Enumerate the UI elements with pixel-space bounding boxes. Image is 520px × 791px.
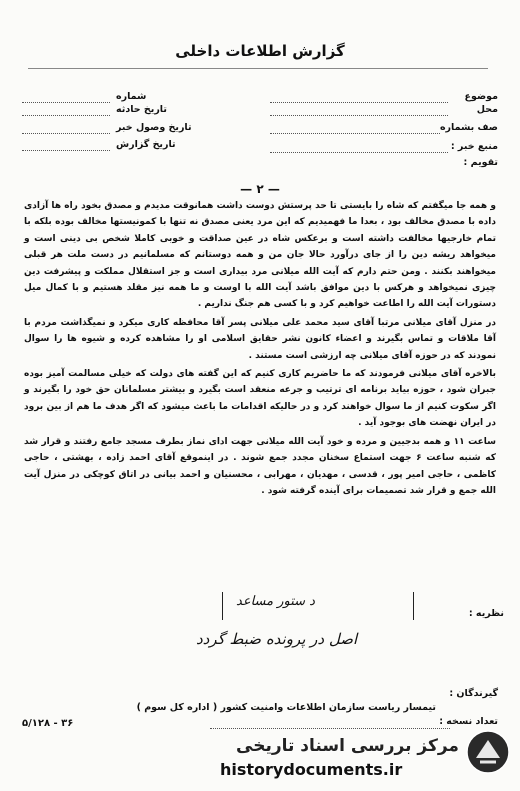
recipients-value: تیمسار ریاست سازمان اطلاعات وامنیت کشور ( اداره کل سوم ) <box>136 702 436 713</box>
body-paragraph: در منزل آقای میلانی مرتبا آقای سید محمد علی میلانی پسر آقا محافظه کاری میکرد و نمیگذاشت مردم با آقا ملاقات و تماس بگیرند و اعضاء کانون نشر حقایق اسلامی او را مشاهده کرده و شیوه ها را سوال نمودند که در حوزه آقای میلانی چه ارزشی است مستند . <box>24 317 496 361</box>
header-label-report-date: تاریخ گزارش <box>116 139 176 150</box>
header-label-place: محل <box>476 104 498 115</box>
document-number: ۵/۱۲۸ - ۳۶ <box>22 718 74 729</box>
header-label-subject: موضوع <box>464 91 498 102</box>
header-dotline <box>270 151 448 153</box>
watermark-title: مرکز بررسی اسناد تاریخی <box>236 736 459 756</box>
header-dotline <box>270 114 448 116</box>
header-label-row-number: صف بشماره <box>439 122 498 133</box>
document-title: گزارش اطلاعات داخلی <box>175 42 345 60</box>
header-dotline <box>22 114 110 116</box>
page-number-separator: — ۲ — <box>240 182 280 196</box>
header-dotline <box>270 132 440 134</box>
body-paragraph: و همه جا میگفتم که شاه را بایستی تا حد پرستش دوست داشت همانوقت مدیدم و مصدق بخود راه ها آزادی داده با مصدق مخالف بود ، بعدا ما فهمیدیم که این مرد یعنی مصدق نه تنها با کمونیستها مخالف بوده بلکه با تمام خارجیها مخالفت داشته است و برعکس شاه در عین صداقت و خوبی کاملا شخص بی دینی است و میخواهد ریشه دین را از جای درآورد حالا جان من و همه دوستانم که مسلمانیم در دست ملت هر قبلی میخواهند بکنند . ومن حتم دارم که آیت الله میلانی مرد بیداری است و جز استقلال مملکت و پیشرفت دین چیزی نمیخواهد و هرکس با دین موافق باشد آیت الله با اوست و ما همه نیز مقلد هستیم و با کمال میل دستورات آیت الله را اطاعت خواهیم کرد و با کسی هم جنگ نداریم . <box>24 201 496 310</box>
header-label-incident-date: تاریخ حادثه <box>116 104 167 115</box>
body-paragraph: ساعت ۱۱ و همه بدجیین و مرده و خود آیت الله میلانی جهت ادای نماز بطرف مسجد جامع رفتند و قرار شد که شنبه ساعت ۶ جهت استماع سخنان مجدد جمع شوند . در اینموقع آقای احمد زاده ، بهشتی ، حاجی کاظمی ، حاجی امیر پور ، قدسی ، مهدیان ، مهرابی ، محسنیان و احمد بیانی در اتاق کوچکی در منزل آیت الله جمع و قرار شد تصمیمات برای آینده گرفته شود . <box>24 436 496 496</box>
watermark-url: historydocuments.ir <box>220 760 403 779</box>
handwritten-instruction: د ستور مساعد <box>236 594 315 609</box>
header-label-source: منبع خبر : <box>450 141 498 152</box>
header-label-number: شماره <box>116 91 147 102</box>
handwritten-filing-note: اصل در پرونده ضبط گردد <box>196 630 358 648</box>
archive-logo-icon <box>464 728 512 776</box>
header-dotline <box>22 149 110 151</box>
copies-dotline <box>210 727 450 729</box>
recipients-label: گیرندگان : <box>449 688 498 699</box>
report-body <box>24 198 496 501</box>
body-paragraph: بالاخره آقای میلانی فرمودند که ما حاضریم کاری کنیم که این گفته های دولت که خیلی مسالمت آمیز بوده جبران شود ، حوزه بیاید برنامه ای ترتیب و جرعه منعقد است بگیرد و بیشتر مسلمانان حق خود را بگیرند و اگر سکوت کنیم از ما سوال خواهند کرد و در حالیکه اقدامات ما باعث میشود که اگر هدف ما هم از بین برود در ایران نهضت های بوجود آید . <box>24 369 496 429</box>
header-rule <box>28 68 488 69</box>
header-label-evaluation: تقویم : <box>463 157 498 168</box>
opinion-label: نظریه : <box>468 608 504 619</box>
header-dotline <box>22 101 110 103</box>
header-label-received-date: تاریخ وصول خبر <box>116 122 192 133</box>
header-dotline <box>22 132 110 134</box>
copies-label: تعداد نسخه : <box>439 716 498 727</box>
header-dotline <box>270 101 448 103</box>
